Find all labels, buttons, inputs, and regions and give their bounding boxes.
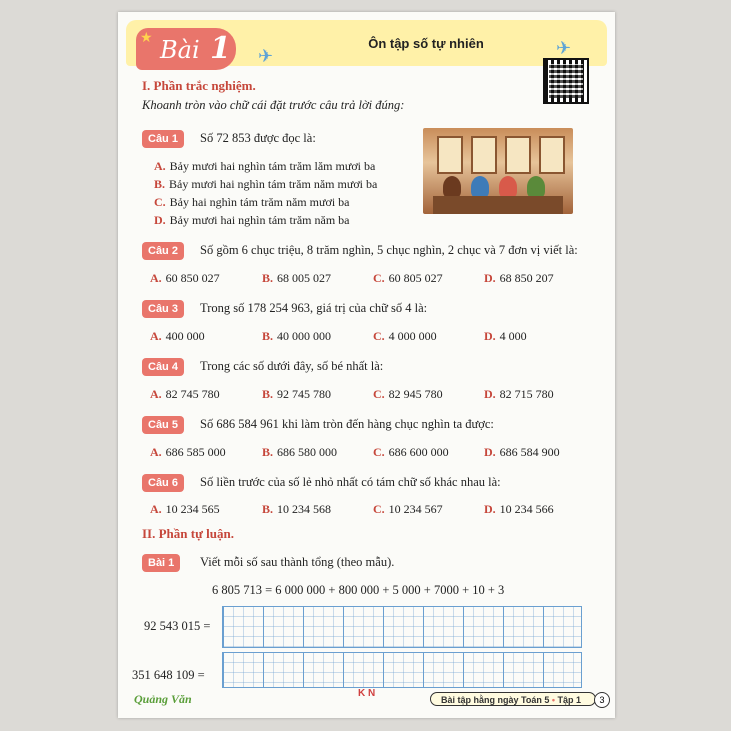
window-shape — [437, 136, 463, 174]
option[interactable] — [154, 177, 377, 192]
option-text: 60 850 027 — [165, 271, 220, 285]
lesson-word: Bài — [160, 36, 200, 64]
option-letter: C. — [373, 329, 385, 343]
question-text: Số 686 584 961 khi làm tròn đến hàng chục nghìn ta được: — [200, 417, 494, 431]
option[interactable] — [484, 502, 554, 517]
question-text: Số gồm 6 chục triệu, 8 trăm nghìn, 5 chục nghìn, 2 chục và 7 đơn vị viết là: — [200, 243, 578, 257]
option[interactable] — [262, 502, 331, 517]
option-text: 10 234 567 — [388, 502, 443, 516]
question-text: Trong các số dưới đây, số bé nhất là: — [200, 359, 384, 373]
option[interactable] — [150, 271, 220, 286]
part2-heading: II. Phần tự luận. — [142, 526, 234, 541]
question-text: Số 72 853 được đọc là: — [200, 131, 316, 145]
option[interactable] — [373, 329, 437, 344]
option-letter: D. — [154, 213, 166, 227]
option[interactable] — [373, 387, 443, 402]
qr-code[interactable] — [543, 58, 589, 104]
option-text: 686 584 900 — [499, 445, 560, 459]
option-letter: A. — [150, 329, 162, 343]
option-text: Bảy mươi hai nghìn tám trăm năm mươi ba — [169, 177, 378, 191]
option-text: 82 715 780 — [499, 387, 554, 401]
option-letter: B. — [262, 387, 274, 401]
workbook-page — [118, 12, 615, 718]
option-text: 82 745 780 — [165, 387, 220, 401]
option-letter: A. — [150, 387, 162, 401]
option-text: 82 945 780 — [388, 387, 443, 401]
option[interactable] — [373, 445, 449, 460]
option-letter: A. — [150, 445, 162, 459]
book-title: Bài tập hằng ngày Toán 5 — [441, 695, 550, 705]
option-text: 10 234 565 — [165, 502, 220, 516]
instruction: Khoanh tròn vào chữ cái đặt trước câu trả lời đúng: — [142, 98, 405, 112]
option-letter: D. — [484, 445, 496, 459]
row-label: 351 648 109 = — [132, 668, 205, 682]
option[interactable] — [484, 445, 560, 460]
question-text: Trong số 178 254 963, giá trị của chữ số 4 là: — [200, 301, 428, 315]
option[interactable] — [150, 445, 226, 460]
lesson-title: Ôn tập số tự nhiên — [368, 36, 484, 51]
option[interactable] — [484, 329, 527, 344]
classroom-illustration — [423, 128, 573, 214]
page-number: 3 — [594, 692, 610, 708]
option-text: 40 000 000 — [277, 329, 332, 343]
child-figure — [471, 176, 489, 198]
question-label: Câu 3 — [142, 300, 184, 318]
option-text: 68 005 027 — [277, 271, 332, 285]
option[interactable] — [154, 159, 375, 174]
option[interactable] — [373, 502, 443, 517]
option-text: 400 000 — [165, 329, 205, 343]
option[interactable] — [150, 502, 220, 517]
question-label: Câu 1 — [142, 130, 184, 148]
option-letter: A. — [154, 159, 166, 173]
option-text: 68 850 207 — [499, 271, 554, 285]
option-letter: C. — [373, 387, 385, 401]
question-label: Câu 6 — [142, 474, 184, 492]
option-letter: B. — [262, 271, 274, 285]
option-letter: C. — [373, 445, 385, 459]
option[interactable] — [154, 213, 349, 228]
option-letter: B. — [262, 329, 274, 343]
option-letter: B. — [262, 445, 274, 459]
option[interactable] — [373, 271, 443, 286]
option-letter: A. — [150, 502, 162, 516]
option-letter: D. — [484, 502, 496, 516]
option[interactable] — [262, 271, 331, 286]
option-text: 686 585 000 — [165, 445, 226, 459]
star-icon: ★ — [140, 31, 153, 46]
question-label: Câu 2 — [142, 242, 184, 260]
option[interactable] — [484, 271, 554, 286]
option-letter: C. — [373, 502, 385, 516]
option-text: 10 234 566 — [499, 502, 554, 516]
part1-heading: I. Phần trắc nghiệm. — [142, 78, 256, 93]
book-title-badge — [430, 692, 596, 706]
example-line: 6 805 713 = 6 000 000 + 800 000 + 5 000 + 7000 + 10 + 3 — [212, 583, 505, 597]
child-figure — [443, 176, 461, 198]
center-logo: K N — [358, 688, 376, 699]
header-band — [126, 20, 607, 66]
answer-grid[interactable] — [222, 652, 582, 688]
option-letter: B. — [154, 177, 166, 191]
lesson-number: 1 — [210, 31, 231, 66]
airplane-icon: ✈ — [258, 46, 274, 66]
child-figure — [527, 176, 545, 198]
airplane-icon: ✈ — [556, 38, 572, 58]
option-letter: C. — [154, 195, 166, 209]
option[interactable] — [150, 387, 220, 402]
publisher-logo: Quảng Văn — [134, 692, 192, 706]
option-text: 686 580 000 — [277, 445, 338, 459]
option-letter: A. — [150, 271, 162, 285]
option-letter: C. — [373, 271, 385, 285]
option-text: Bảy mươi hai nghìn tám trăm năm ba — [169, 213, 350, 227]
question-label: Câu 5 — [142, 416, 184, 434]
separator: • — [551, 695, 556, 705]
option[interactable] — [154, 195, 349, 210]
option-text: 4 000 000 — [388, 329, 437, 343]
option-letter: D. — [484, 387, 496, 401]
option[interactable] — [262, 329, 331, 344]
option-text: 60 805 027 — [388, 271, 443, 285]
window-shape — [505, 136, 531, 174]
child-figure — [499, 176, 517, 198]
option[interactable] — [150, 329, 205, 344]
option-text: Bảy mươi hai nghìn tám trăm lăm mươi ba — [169, 159, 376, 173]
volume: Tập 1 — [557, 695, 582, 705]
lesson-tag — [136, 28, 236, 70]
option-letter: D. — [484, 329, 496, 343]
answer-grid[interactable] — [222, 606, 582, 648]
option[interactable] — [262, 445, 337, 460]
option[interactable] — [484, 387, 554, 402]
option-text: 92 745 780 — [277, 387, 332, 401]
option-text: Bảy hai nghìn tám trăm năm mươi ba — [169, 195, 350, 209]
option[interactable] — [262, 387, 331, 402]
question-label: Câu 4 — [142, 358, 184, 376]
window-shape — [471, 136, 497, 174]
exercise-label: Bài 1 — [142, 554, 180, 572]
table-shape — [433, 196, 563, 214]
row-label: 92 543 015 = — [144, 619, 211, 633]
option-text: 686 600 000 — [388, 445, 449, 459]
option-letter: B. — [262, 502, 274, 516]
exercise-text: Viết mỗi số sau thành tổng (theo mẫu). — [200, 555, 395, 569]
option-text: 4 000 — [499, 329, 527, 343]
window-shape — [539, 136, 565, 174]
option-letter: D. — [484, 271, 496, 285]
question-text: Số liền trước của số lẻ nhỏ nhất có tám chữ số khác nhau là: — [200, 475, 501, 489]
option-text: 10 234 568 — [277, 502, 332, 516]
